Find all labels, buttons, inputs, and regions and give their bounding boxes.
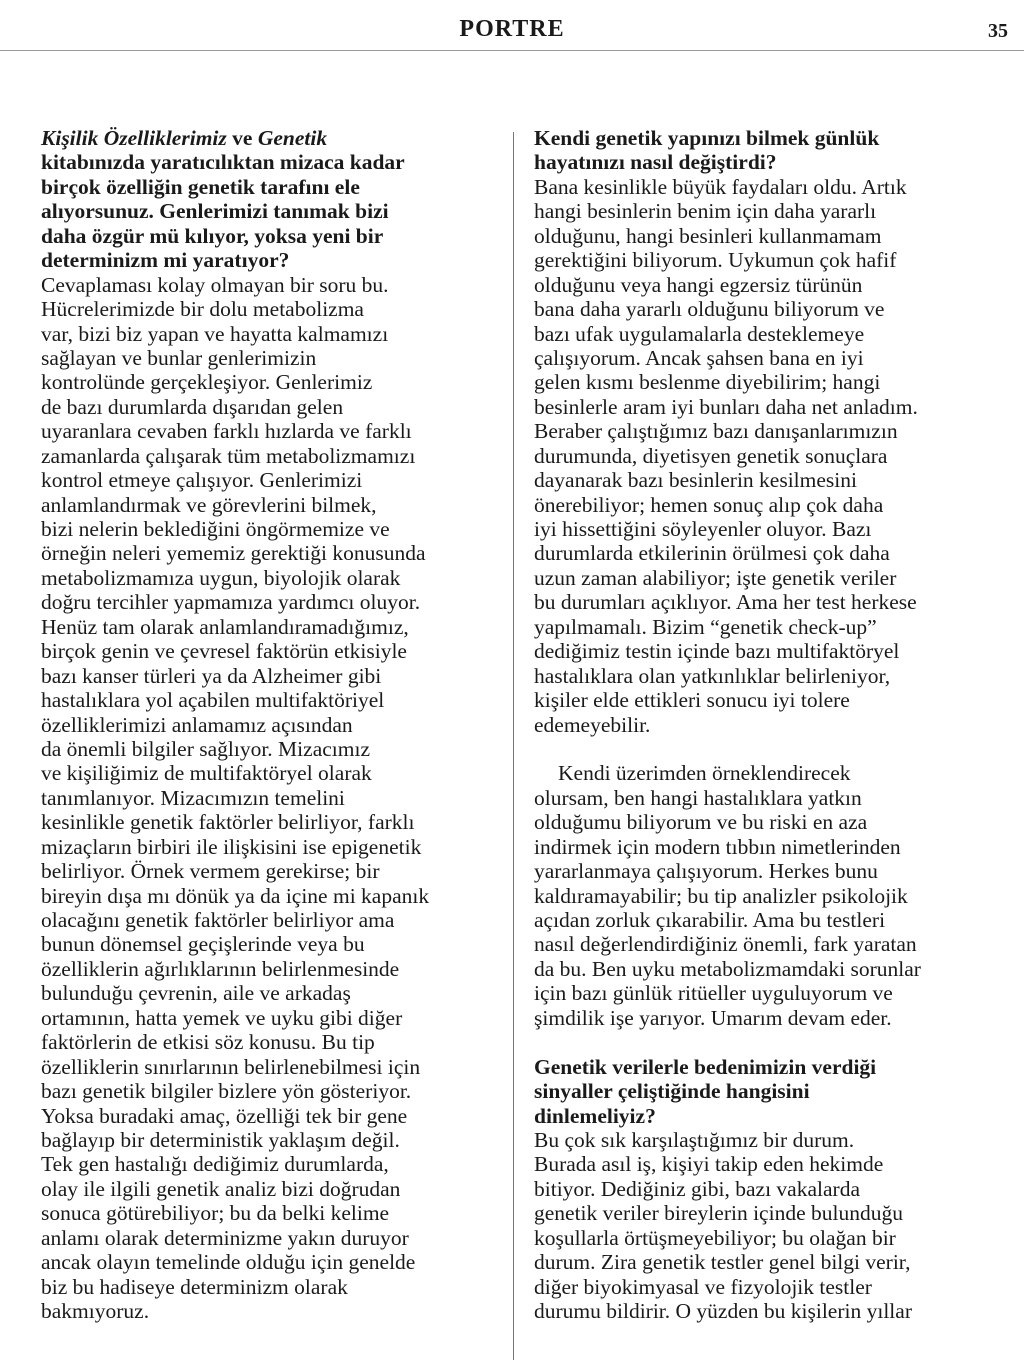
question-line: birçok özelliğin genetik tarafını ele bbox=[41, 174, 360, 199]
column-divider bbox=[513, 132, 514, 1360]
answer-line: bulunduğu çevrenin, aile ve arkadaş bbox=[41, 981, 351, 1006]
answer-line: kontrol etmeye çalışıyor. Genlerimizi bbox=[41, 468, 363, 493]
answer-line: kaldıramayabilir; bu tip analizler psikolojik bbox=[534, 883, 908, 908]
answer-line: bizi nelerin beklediğini öngörmemize ve bbox=[41, 517, 390, 541]
book-title-part-2: Genetik bbox=[257, 126, 328, 150]
question-lines bbox=[41, 150, 496, 272]
answer-line: ancak olayın temelinde olduğu için genelde bbox=[41, 1250, 416, 1275]
answer-line: mizaçların birbiri ile ilişkisini ise epigenetik bbox=[41, 834, 422, 859]
answer-line: sağlayan ve bunlar genlerimizin bbox=[41, 345, 317, 370]
interview-question-3 bbox=[534, 1055, 980, 1128]
answer-line: metabolizmamıza uygun, biyolojik olarak bbox=[41, 565, 401, 590]
answer-line: yararlanmaya çalışıyorum. Herkes bunu bbox=[534, 859, 878, 884]
answer-line: durumunda, diyetisyen genetik sonuçlara bbox=[534, 443, 888, 468]
question-line: dinlemeliyiz? bbox=[534, 1103, 656, 1128]
left-column bbox=[41, 126, 496, 1323]
answer-line: bakmıyoruz. bbox=[41, 1299, 150, 1323]
paragraph-gap bbox=[534, 1030, 980, 1054]
answer-line: doğru tercihler yapmamıza yardımcı oluyor. bbox=[41, 590, 421, 615]
answer-line: bitiyor. Dediğiniz gibi, bazı vakalarda bbox=[534, 1176, 860, 1201]
answer-line: bazı genetik bilgiler bizlere yön gösteriyor. bbox=[41, 1079, 412, 1104]
answer-line: kesinlikle genetik faktörler belirliyor, farklı bbox=[41, 810, 415, 835]
answer-line: biz bu hadiseye determinizm olarak bbox=[41, 1274, 348, 1299]
answer-line: ve kişiliğimiz de multifaktöryel olarak bbox=[41, 761, 372, 786]
book-title-part-1: Kişilik Özelliklerimiz bbox=[41, 126, 227, 150]
answer-line: olacağını genetik faktörler belirliyor ama bbox=[41, 908, 395, 932]
interview-question-2 bbox=[534, 126, 980, 175]
answer-line: olduğunu veya hangi egzersiz türünün bbox=[534, 272, 863, 297]
paragraph-gap bbox=[534, 737, 980, 761]
page-number: 35 bbox=[988, 20, 1008, 42]
answer-line: özelliklerin sınırlarının belirlenebilmesi için bbox=[41, 1054, 421, 1079]
question-line: daha özgür mü kılıyor, yoksa yeni bir bbox=[41, 223, 384, 248]
answer-line: birçok genin ve çevresel faktörün etkisiyle bbox=[41, 639, 407, 664]
answer-line: kişiler elde ettikleri sonucu iyi tolere bbox=[534, 688, 850, 713]
answer-line: açıdan zorluk çıkarabilir. Ama bu testleri bbox=[534, 908, 886, 932]
answer-line: Hücrelerimizde bir dolu metabolizma bbox=[41, 297, 364, 322]
answer-line: uzun zaman alabiliyor; işte genetik veriler bbox=[534, 565, 897, 590]
answer-line: Bu çok sık karşılaştığımız bir durum. bbox=[534, 1127, 855, 1152]
answer-line: uyaranlara cevaben farklı hızlarda ve farklı bbox=[41, 419, 412, 444]
answer-line: dediğimiz testin içinde bazı multifaktöryel bbox=[534, 639, 900, 664]
answer-line: edemeyebilir. bbox=[534, 712, 651, 737]
interview-answer-1 bbox=[41, 273, 496, 1324]
answer-line: da bu. Ben uyku metabolizmamdaki sorunlar bbox=[534, 956, 921, 981]
question-line: hayatınızı nasıl değiştirdi? bbox=[534, 150, 777, 175]
answer-line: iyi hissettiğini söyleyenler oluyor. Bazı bbox=[534, 517, 872, 541]
interview-question-1 bbox=[41, 126, 496, 273]
answer-line: örneğin neleri yememiz gerektiği konusunda bbox=[41, 541, 426, 566]
answer-line: anlamı olarak determinizme yakın duruyor bbox=[41, 1225, 409, 1250]
interview-answer-3 bbox=[534, 1128, 980, 1324]
right-column bbox=[534, 126, 980, 1323]
question-line: Genetik verilerle bedenimizin verdiği bbox=[534, 1054, 877, 1079]
answer-line: bu durumları açıklıyor. Ama her test herkese bbox=[534, 590, 917, 615]
answer-line: olay ile ilgili genetik analiz bizi doğrudan bbox=[41, 1176, 401, 1201]
answer-line: şimdilik işe yarıyor. Umarım devam eder. bbox=[534, 1005, 892, 1030]
answer-line: çalışıyorum. Ancak şahsen bana en iyi bbox=[534, 345, 864, 370]
answer-line: durumu bildirir. O yüzden bu kişilerin yıllar bbox=[534, 1299, 912, 1323]
page-header bbox=[0, 0, 1024, 51]
question-line: kitabınızda yaratıcılıktan mizaca kadar bbox=[41, 150, 405, 175]
answer-line: indirmek için modern tıbbın nimetlerinden bbox=[534, 834, 901, 859]
answer-line: diğer biyokimyasal ve fizyolojik testler bbox=[534, 1274, 872, 1299]
answer-line: anlamlandırmak ve görevlerini bilmek, bbox=[41, 492, 377, 517]
answer-line: koşullarla örtüşmeyebiliyor; bu olağan bir bbox=[534, 1225, 896, 1250]
answer-line: zamanlarda çalışarak tüm metabolizmamızı bbox=[41, 443, 416, 468]
question-line bbox=[41, 126, 496, 150]
answer-line: tanımlanıyor. Mizacımızın temelini bbox=[41, 785, 345, 810]
answer-line: önerebiliyor; hemen sonuç alıp çok daha bbox=[534, 492, 884, 517]
answer-line: bunun dönemsel geçişlerinde veya bu bbox=[41, 932, 365, 957]
answer-line: faktörlerin de etkisi söz konusu. Bu tip bbox=[41, 1030, 375, 1055]
answer-line: hastalıklara yol açabilen multifaktöriyel bbox=[41, 688, 385, 713]
answer-line: Kendi üzerimden örneklendirecek bbox=[558, 761, 851, 786]
interview-answer-2 bbox=[534, 175, 980, 737]
answer-line: belirliyor. Örnek vermem gerekirse; bir bbox=[41, 859, 380, 884]
answer-line: yapılmamalı. Bizim “genetik check-up” bbox=[534, 614, 877, 639]
answer-line: bazı ufak uygulamalarla desteklemeye bbox=[534, 321, 865, 346]
answer-line: olduğumu biliyorum ve bu riski en aza bbox=[534, 810, 868, 835]
answer-line: Bana kesinlikle büyük faydaları oldu. Artık bbox=[534, 174, 907, 199]
interview-answer-2-continued bbox=[534, 761, 980, 1030]
answer-line: hastalıklara olan yatkınlıklar belirleniyor, bbox=[534, 663, 891, 688]
section-title: PORTRE bbox=[459, 16, 565, 42]
answer-line: sonuca götürebiliyor; bu da belki kelime bbox=[41, 1201, 390, 1226]
answer-line: durum. Zira genetik testler genel bilgi verir, bbox=[534, 1250, 911, 1275]
answer-line: ortamının, hatta yemek ve uyku gibi diğer bbox=[41, 1005, 403, 1030]
answer-line: besinlerle aram iyi bunları daha net anladım. bbox=[534, 394, 918, 419]
answer-line: özelliklerimizi anlamamız açısından bbox=[41, 712, 353, 737]
answer-line: Henüz tam olarak anlamlandıramadığımız, bbox=[41, 614, 409, 639]
answer-line: hangi besinlerin benim için daha yararlı bbox=[534, 199, 877, 224]
answer-line: gerektiğini biliyorum. Uykumun çok hafif bbox=[534, 248, 897, 273]
answer-line: var, bizi biz yapan ve hayatta kalmamızı bbox=[41, 321, 389, 346]
question-line: Kendi genetik yapınızı bilmek günlük bbox=[534, 126, 880, 150]
answer-line: Burada asıl iş, kişiyi takip eden hekimde bbox=[534, 1152, 884, 1177]
answer-line: gelen kısmı beslenme diyebilirim; hangi bbox=[534, 370, 881, 395]
answer-line: Yoksa buradaki amaç, özelliği tek bir gene bbox=[41, 1103, 408, 1128]
answer-line: da önemli bilgiler sağlıyor. Mizacımız bbox=[41, 736, 370, 761]
answer-line: olduğunu, hangi besinleri kullanmamam bbox=[534, 223, 882, 248]
question-line: sinyaller çeliştiğinde hangisini bbox=[534, 1079, 810, 1104]
answer-line: bireyin dışa mı dönük ya da içine mi kapanık bbox=[41, 883, 430, 908]
answer-line: nasıl değerlendirdiğiniz önemli, fark yaratan bbox=[534, 932, 917, 957]
answer-line: kontrolünde gerçekleşiyor. Genlerimiz bbox=[41, 370, 373, 395]
answer-line: Tek gen hastalığı dediğimiz durumlarda, bbox=[41, 1152, 389, 1177]
answer-line: bana daha yararlı olduğunu biliyorum ve bbox=[534, 297, 885, 322]
question-line: alıyorsunuz. Genlerimizi tanımak bizi bbox=[41, 199, 389, 224]
question-connector: ve bbox=[226, 126, 258, 150]
answer-line: durumlarda etkilerinin örülmesi çok daha bbox=[534, 541, 890, 566]
answer-line: de bazı durumlarda dışarıdan gelen bbox=[41, 394, 344, 419]
answer-line: olursam, ben hangi hastalıklara yatkın bbox=[534, 785, 862, 810]
answer-line: dayanarak bazı besinlerin kesilmesini bbox=[534, 468, 857, 493]
answer-line: Cevaplaması kolay olmayan bir soru bu. bbox=[41, 272, 389, 297]
answer-line: bağlayıp bir deterministik yaklaşım değil. bbox=[41, 1127, 400, 1152]
answer-line: genetik veriler bireylerin içinde bulunduğu bbox=[534, 1201, 903, 1226]
answer-line: bazı kanser türleri ya da Alzheimer gibi bbox=[41, 663, 382, 688]
answer-line: Beraber çalıştığımız bazı danışanlarımızın bbox=[534, 419, 898, 444]
answer-line: için bazı günlük ritüeller uyguluyorum ve bbox=[534, 981, 893, 1006]
answer-line: özelliklerin ağırlıklarının belirlenmesinde bbox=[41, 956, 400, 981]
question-line: determinizm mi yaratıyor? bbox=[41, 248, 290, 273]
